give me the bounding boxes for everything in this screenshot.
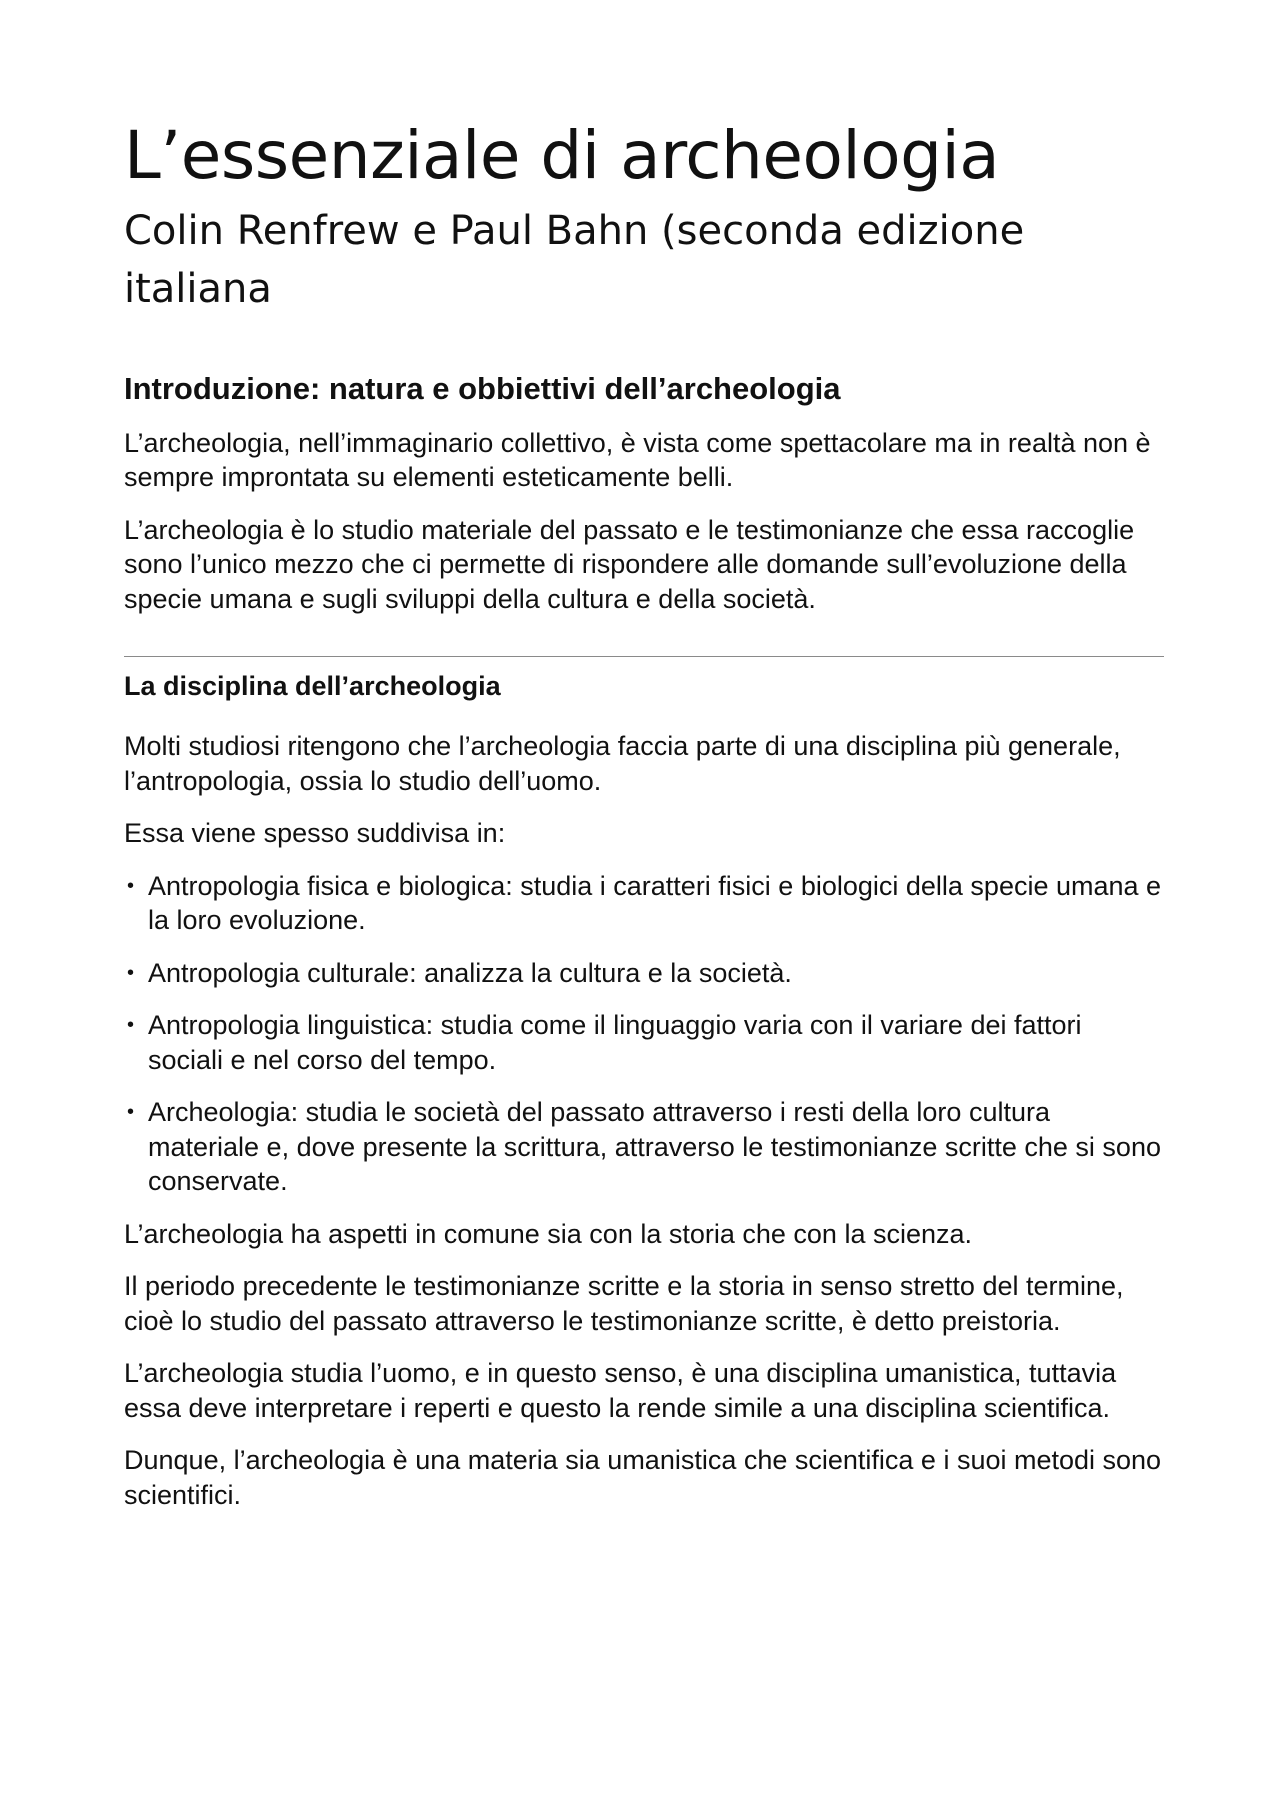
section-divider: [124, 656, 1164, 657]
bullet-icon: •: [127, 1101, 135, 1124]
document-page: [124, 118, 1164, 1530]
bullet-icon: •: [127, 961, 135, 984]
list-item-text: Archeologia: studia le società del passato attraverso i resti della loro cultura materiale e, dove presente la scrittura, attraverso le testimonianze scritte che si sono conservate.: [148, 1097, 1161, 1197]
list-item: [124, 1095, 1164, 1199]
list-item-text: Antropologia linguistica: studia come il linguaggio varia con il variare dei fattori sociali e nel corso del tempo.: [148, 1010, 1082, 1075]
list-item: [124, 956, 1164, 991]
list-item: [124, 1008, 1164, 1077]
paragraph: L’archeologia studia l’uomo, e in questo senso, è una disciplina umanistica, tuttavia essa deve interpretare i reperti e questo la rende simile a una disciplina scientifica.: [124, 1358, 1117, 1423]
bullet-list: [124, 869, 1164, 1199]
list-item: [124, 869, 1164, 938]
paragraph: L’archeologia, nell’immaginario collettivo, è vista come spettacolare ma in realtà non è sempre improntata su elementi esteticamente belli.: [124, 427, 1151, 493]
list-item-text: Antropologia culturale: analizza la cultura e la società.: [148, 957, 792, 988]
paragraph: Essa viene spesso suddivisa in:: [124, 818, 506, 849]
list-item-text: Antropologia fisica e biologica: studia i caratteri fisici e biologici della specie umana e la loro evoluzione.: [148, 870, 1162, 936]
section-heading-introduction: Introduzione: natura e obbiettivi dell’archeologia: [124, 370, 841, 406]
bullet-icon: •: [127, 1014, 135, 1037]
subsection-heading-discipline: La disciplina dell’archeologia: [124, 671, 501, 702]
paragraph: L’archeologia è lo studio materiale del passato e le testimonianze che essa raccoglie sono l’unico mezzo che ci permette di rispondere alle domande sull’evoluzione della specie umana e sugli sviluppi della cultura e della società.: [124, 514, 1135, 614]
document-title: L’essenziale di archeologia: [124, 117, 1000, 194]
paragraph: Dunque, l’archeologia è una materia sia umanistica che scientifica e i suoi metodi sono scientifici.: [124, 1445, 1162, 1510]
paragraph: L’archeologia ha aspetti in comune sia con la storia che con la scienza.: [124, 1218, 973, 1249]
paragraph: Molti studiosi ritengono che l’archeologia faccia parte di una disciplina più generale, l’antropologia, ossia lo studio dell’uomo.: [124, 731, 1121, 796]
bullet-icon: •: [127, 874, 135, 897]
paragraph: Il periodo precedente le testimonianze scritte e la storia in senso stretto del termine, cioè lo studio del passato attraverso le testimonianze scritte, è detto preistoria.: [124, 1271, 1124, 1336]
document-subtitle: Colin Renfrew e Paul Bahn (seconda edizione italiana: [124, 207, 1025, 312]
